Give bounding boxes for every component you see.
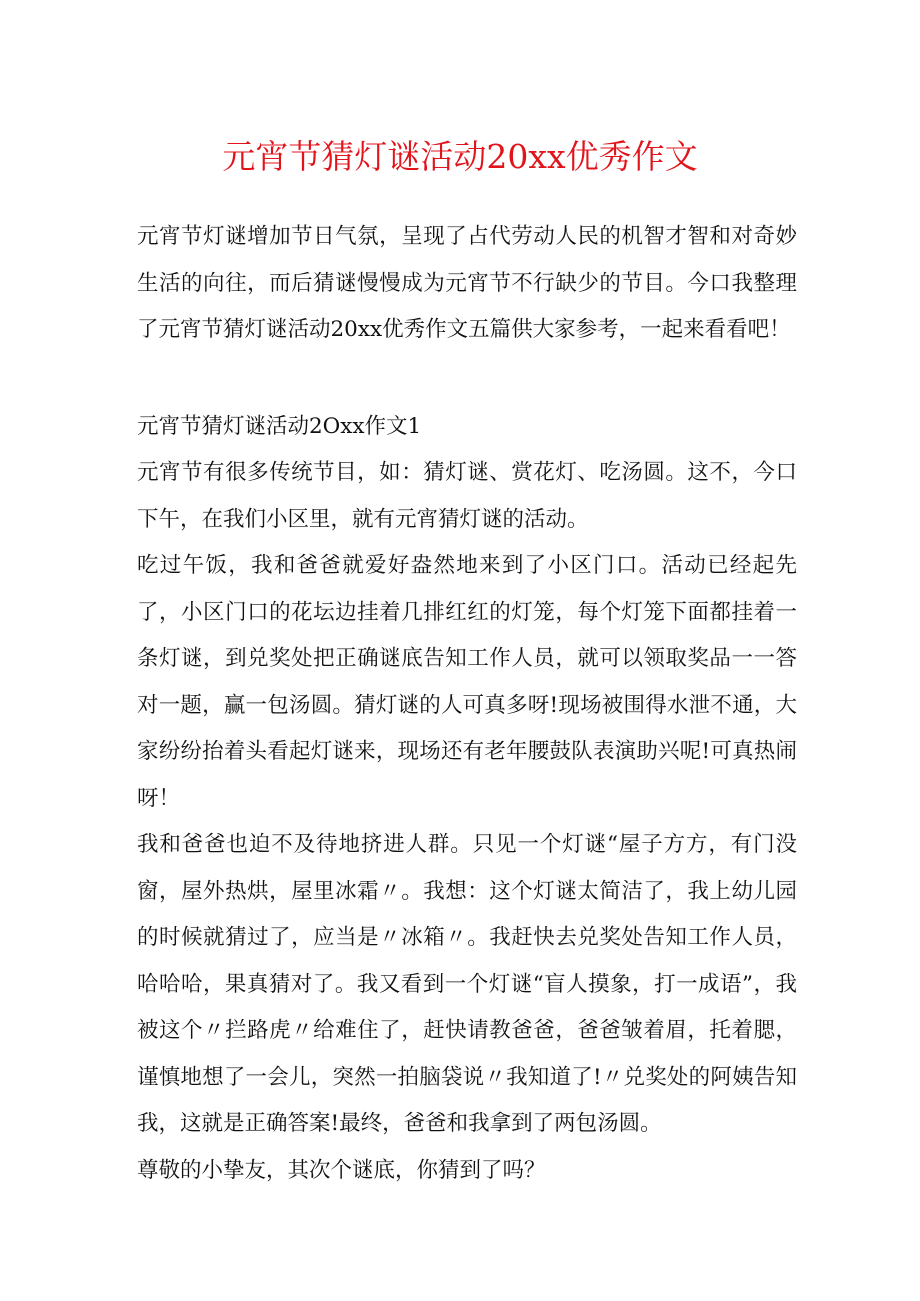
intro-paragraph: 元宵节灯谜增加节日气氛，呈现了占代劳动人民的机智才智和对奇妙生活的向往，而后猜谜慢慢成为元宵节不行缺少的节目。今口我整理了元宵节猜灯谜活动20xx优秀作文五篇供大家参考，一起来看看吧！ — [137, 224, 797, 342]
body-paragraph: 吃过午饭，我和爸爸就爱好盎然地来到了小区门口。活动已经起先了，小区门口的花坛边挂着几排红红的灯笼，每个灯笼下面都挂着一条灯谜，到兑奖处把正确谜底告知工作人员，就可以领取奖品一一答对一题，赢一包汤圆。猜灯谜的人可真多呀!现场被围得水泄不通，大家纷纷抬着头看起灯谜来，现场还有老年腰鼓队表演助兴呢!可真热闹呀！ — [137, 553, 797, 811]
body-paragraph: 尊敬的小挚友，其次个谜底，你猜到了吗？ — [137, 1157, 546, 1183]
body-paragraph: 我和爸爸也迫不及待地挤进人群。只见一个灯谜“屋子方方，有门没窗，屋外热烘，屋里冰霜〃。我想：这个灯谜太简洁了，我上幼儿园的时候就猜过了，应当是〃冰箱〃。我赶快去兑奖处告知工作人员，哈哈哈，果真猜对了。我又看到一个灯谜“盲人摸象，打一成语”，我被这个〃拦路虎〃给难住了，赶快请教爸爸，爸爸皱着眉，托着腮，谨慎地想了一会儿，突然一拍脑袋说〃我知道了!〃兑奖处的阿姨告知我，这就是正确答案!最终，爸爸和我拿到了两包汤圆。 — [137, 832, 797, 1136]
document-body — [137, 214, 797, 1194]
section-heading: 元宵节猜灯谜活动2Oxx作文1 — [137, 413, 422, 439]
body-paragraph: 元宵节有很多传统节目，如：猜灯谜、赏花灯、吃汤圆。这不，今口下午，在我们小区里，就有元宵猜灯谜的活动。 — [137, 460, 797, 532]
document-title: 元宵节猜灯谜活动20xx优秀作文 — [222, 137, 698, 176]
